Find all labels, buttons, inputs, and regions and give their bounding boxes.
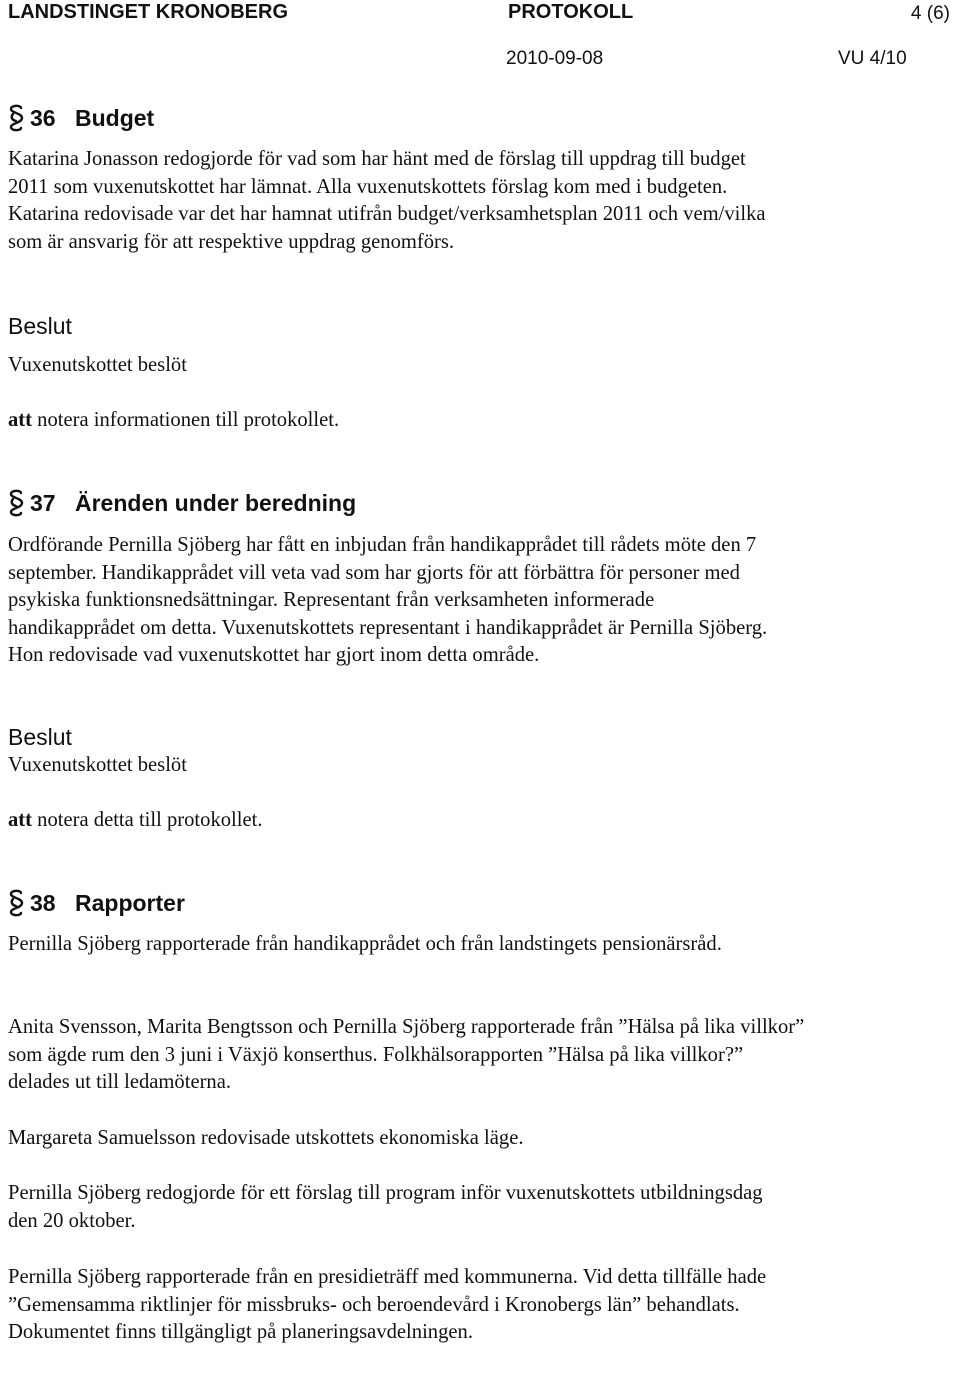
section-title: Rapporter (75, 889, 185, 916)
document-type: PROTOKOLL (508, 1, 634, 23)
section-paragraph: Ordförande Pernilla Sjöberg har fått en inbjudan från handikapprådet till rådets möte den 7 september. Handikapprådet vill veta vad som har gjorts för att förbättra för personer med psykiska funktionsnedsättningar. Representant från verksamheten informerade handikapprådet om detta. Vuxenutskottets representant i handikapprådet är Pernilla Sjöberg. Hon redovisade vad vuxenutskottet har gjort inom detta område. (8, 534, 768, 667)
document-reference: VU 4/10 (838, 48, 907, 69)
section-paragraph: Pernilla Sjöberg rapporterade från handikapprådet och från landstingets pensionärsråd. (8, 933, 722, 955)
paragraph-mark-icon (8, 104, 26, 132)
page-number: 4 (6) (910, 3, 950, 24)
decision-heading: Beslut (8, 313, 72, 339)
section-title: Ärenden under beredning (75, 489, 357, 516)
section-paragraph: Margareta Samuelsson redovisade utskottets ekonomiska läge. (8, 1127, 524, 1149)
section-heading-37 (8, 489, 356, 517)
section-number: 36 (30, 104, 56, 131)
section-number: 37 (30, 489, 56, 516)
decision-statement (8, 809, 263, 832)
section-heading-38 (8, 889, 185, 917)
section-number: 38 (30, 889, 56, 916)
section-paragraph: Katarina Jonasson redogjorde för vad som har hänt med de förslag till uppdrag till budget 2011 som vuxenutskottet har lämnat. Alla vuxenutskottets förslag kom med i budgeten. Katarina redovisade var det har hamnat utifrån budget/verksamhetsplan 2011 och vem/vilka som är ansvarig för att respektive uppdrag genomförs. (8, 148, 766, 253)
decision-text: notera detta till protokollet. (37, 809, 263, 831)
section-paragraph: Pernilla Sjöberg redogjorde för ett förslag till program inför vuxenutskottets utbildningsdag den 20 oktober. (8, 1182, 763, 1232)
paragraph-mark-icon (8, 889, 26, 917)
decision-text: notera informationen till protokollet. (37, 409, 340, 431)
section-paragraph: Anita Svensson, Marita Bengtsson och Pernilla Sjöberg rapporterade från ”Hälsa på lika villkor” som ägde rum den 3 juni i Växjö konserthus. Folkhälsorapporten ”Hälsa på lika villkor?” delades ut till ledamöterna. (8, 1016, 805, 1094)
section-title: Budget (75, 104, 155, 131)
section-heading-36 (8, 104, 154, 132)
paragraph-mark-icon (8, 489, 26, 517)
organization-name: LANDSTINGET KRONOBERG (8, 1, 288, 23)
decision-intro: Vuxenutskottet beslöt (8, 754, 187, 776)
meeting-date: 2010-09-08 (506, 48, 604, 69)
decision-intro: Vuxenutskottet beslöt (8, 354, 187, 376)
section-paragraph: Pernilla Sjöberg rapporterade från en presidieträff med kommunerna. Vid detta tillfälle hade ”Gemensamma riktlinjer för missbruks- och beroendevård i Kronobergs län” behandlats. Dokumentet finns tillgängligt på planeringsavdelningen. (8, 1266, 767, 1344)
decision-heading: Beslut (8, 724, 72, 750)
decision-statement (8, 409, 339, 432)
decision-att: att (8, 409, 33, 431)
decision-att: att (8, 809, 33, 831)
